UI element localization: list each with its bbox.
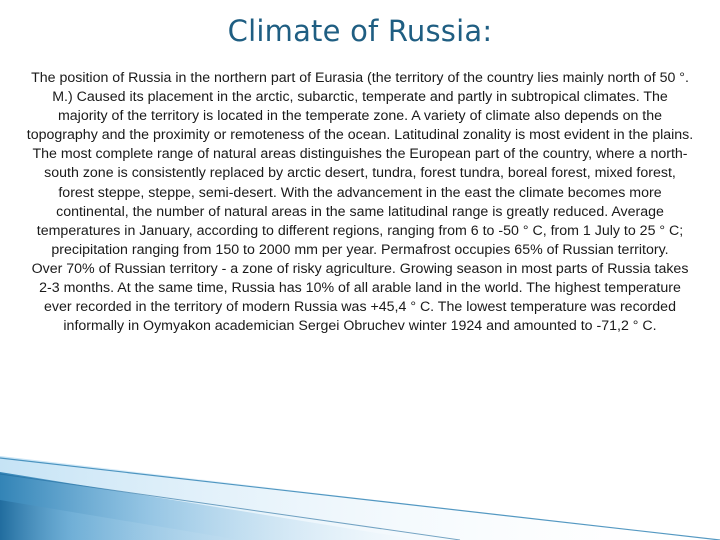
corner-wave-decoration [0,450,720,540]
paragraph-1: The position of Russia in the northern part of Eurasia (the territory of the country lies mainly north of 50 °. M.) Caused its placement in the arctic, subarctic, temperate and partly in subtropical climates. The majority of the territory is located in the temperate zone. A variety of climate also depends on the topography and the proximity or remoteness of the ocean. Latitudinal zonality is most evident in the plains. The most complete range of natural areas distinguishes the European part of the country, where a north-south zone is consistently replaced by arctic desert, tundra, forest tundra, boreal forest, mixed forest, forest steppe, steppe, semi-desert. With the advancement in the east the climate becomes more continental, the number of natural areas in the same latitudinal range is greatly reduced. Average temperatures in January, according to different regions, ranging from 6 to -50 ° C, from 1 July to 25 ° C; precipitation ranging from 150 to 2000 mm per year. Permafrost occupies 65% of Russian territory. [26,70,694,258]
paragraph-2: Over 70% of Russian territory - a zone of risky agriculture. Growing season in most parts of Russia takes 2-3 months. At the same time, Russia has 10% of all arable land in the world. The highest temperature ever recorded in the territory of modern Russia was +45,4 ° C. The lowest temperature was recorded informally in Oymyakon academician Sergei Obruchev winter 1924 and amounted to -71,2 ° C. [31,260,689,335]
slide-title: Climate of Russia: [227,14,493,48]
slide-body-text [26,69,694,336]
